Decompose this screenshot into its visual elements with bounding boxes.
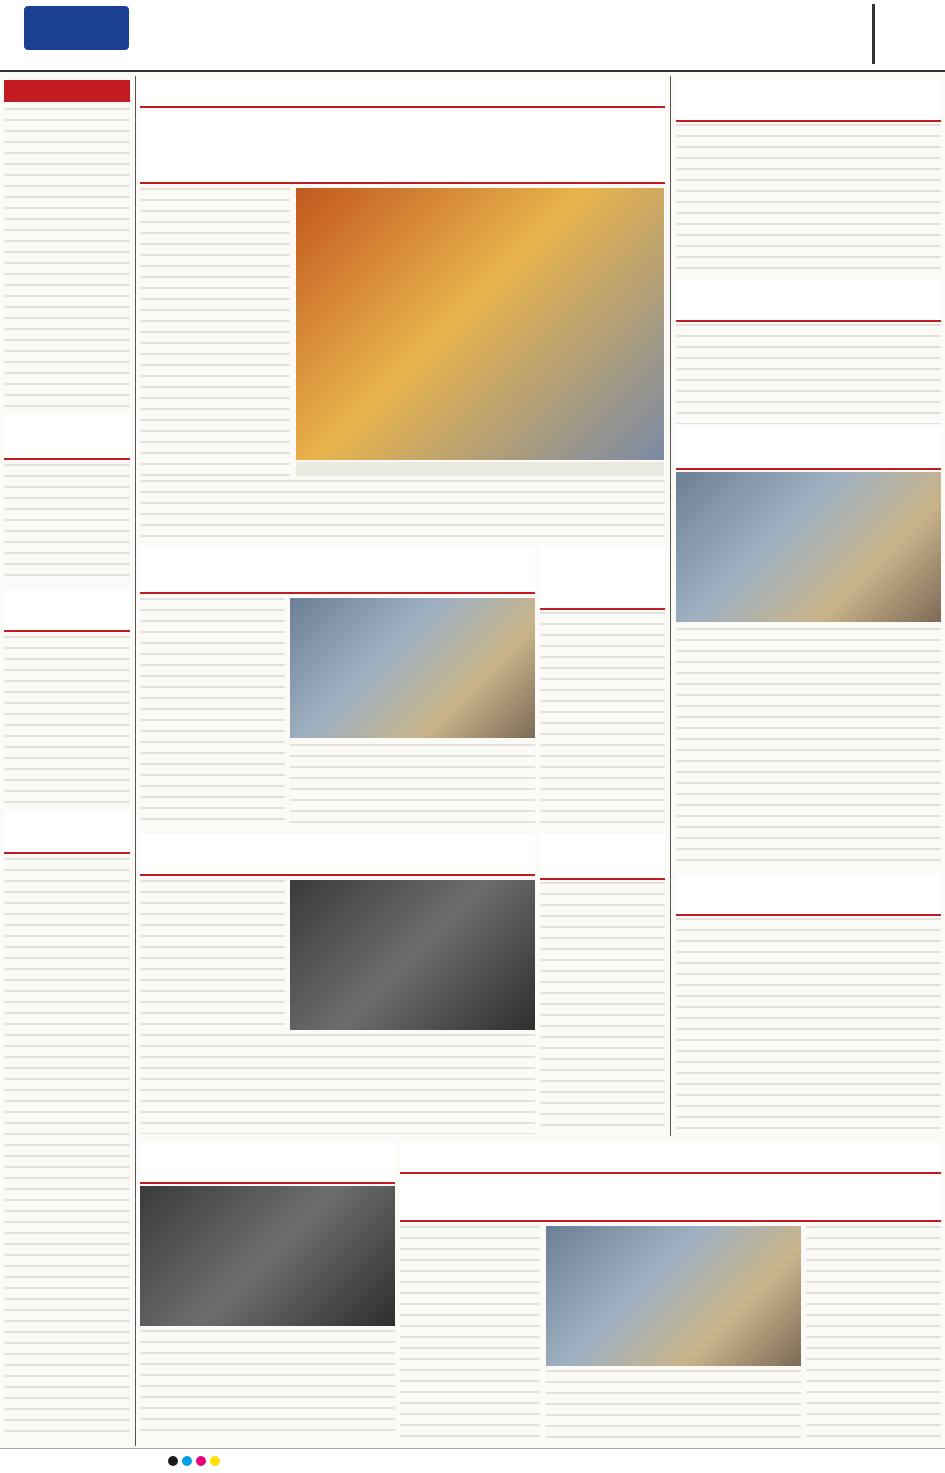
lead-article-body [140, 480, 665, 540]
story-body [540, 612, 665, 828]
story-headline [140, 834, 535, 876]
story-body [540, 882, 665, 1134]
story-body [140, 880, 285, 1030]
story-body [400, 1226, 540, 1440]
left-article-headline [4, 812, 130, 854]
story-headline [140, 1142, 395, 1184]
registration-mark [210, 1456, 220, 1466]
story-body [676, 324, 941, 424]
lead-photo [296, 188, 664, 460]
story-headline [140, 548, 535, 594]
column-rule [670, 76, 671, 1136]
registration-mark [182, 1456, 192, 1466]
story-headline [400, 1176, 941, 1222]
left-article-body [4, 464, 130, 584]
story-body [676, 918, 941, 1134]
lead-kicker [140, 80, 665, 108]
story-body [676, 124, 941, 274]
column-rule [135, 76, 136, 1446]
story-body [290, 744, 535, 828]
left-article-body [4, 858, 130, 1438]
left-article-headline [4, 590, 130, 632]
left-article-body [4, 108, 130, 408]
page-number [872, 4, 943, 64]
lead-headline [140, 112, 665, 184]
story-headline [676, 428, 941, 470]
masthead [0, 0, 945, 70]
newspaper-logo [24, 6, 129, 50]
lead-photo-caption [296, 462, 664, 476]
story-body [546, 1370, 801, 1440]
story-headline [676, 874, 941, 916]
story-body [140, 598, 285, 828]
story-body [140, 1330, 395, 1440]
story-kicker [400, 1142, 941, 1174]
story-photo [140, 1186, 395, 1326]
footer [0, 1448, 945, 1473]
story-body [676, 628, 941, 868]
registration-mark [168, 1456, 178, 1466]
story-photo [290, 598, 535, 738]
section-header [4, 80, 130, 102]
left-article-body [4, 636, 130, 806]
date-line [4, 52, 854, 68]
story-photo [290, 880, 535, 1030]
left-article-headline [4, 414, 130, 460]
story-body [806, 1226, 941, 1440]
story-photo [676, 472, 941, 622]
story-photo [546, 1226, 801, 1366]
story-headline [676, 280, 941, 322]
lead-article-body [140, 188, 290, 478]
story-headline [676, 80, 941, 122]
masthead-rule [0, 70, 945, 72]
story-headline [540, 548, 665, 610]
registration-mark [196, 1456, 206, 1466]
story-body [140, 1034, 535, 1134]
story-headline [540, 834, 665, 880]
